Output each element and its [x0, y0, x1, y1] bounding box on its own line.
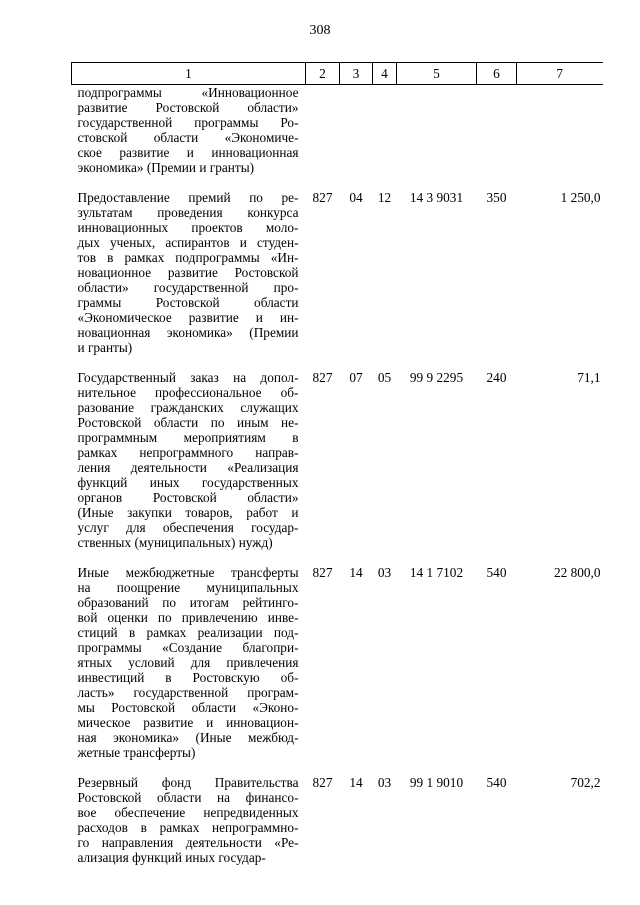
description-line: Резервный фонд Правительства: [77, 775, 299, 790]
description-line: Предоставление премий по ре-: [77, 190, 299, 205]
description-line: стовской области «Экономиче-: [77, 130, 299, 145]
description-line: ское развитие и инновационная: [77, 145, 299, 160]
amount-value: 71,1: [577, 370, 601, 385]
description-line: расходов в рамках непрограммно-: [77, 820, 299, 835]
row-description: [72, 775, 306, 865]
description-line: мическое развитие и инновацион-: [77, 715, 299, 730]
description-line: ления деятельности «Реализация: [77, 460, 299, 475]
table-row: [72, 190, 603, 370]
description-line: разование гражданских служащих: [77, 400, 299, 415]
description-line: Иные межбюджетные трансферты: [77, 565, 299, 580]
column-header: 2: [306, 63, 340, 85]
amount-value: 22 800,0: [553, 565, 601, 580]
description-line: ализация функций иных государ-: [77, 850, 266, 865]
description-line: Ростовской области на финансо-: [77, 790, 299, 805]
description-line: вое обеспечение непредвиденных: [77, 805, 299, 820]
row-description: [72, 370, 306, 565]
subsection-code: 12: [377, 190, 392, 205]
budget-table: [71, 62, 603, 865]
description-line: новационная экономика» (Премии: [77, 325, 299, 340]
row-description: [72, 190, 306, 370]
description-line: экономика» (Премии и гранты): [77, 160, 255, 175]
description-line: Ростовской области по иным не-: [77, 415, 299, 430]
subsection-code: [373, 85, 397, 191]
description-line: (Иные закупки товаров, работ и: [77, 505, 299, 520]
amount-value: [517, 85, 603, 191]
description-line: области» государственной про-: [77, 280, 299, 295]
description-line: и гранты): [77, 340, 133, 355]
table-header-row: [72, 63, 603, 85]
description-line: подпрограммы «Инновационное: [77, 85, 299, 100]
description-line: образований по итогам рейтинго-: [77, 595, 299, 610]
description-line: на поощрение муниципальных: [77, 580, 299, 595]
description-line: функций иных государственных: [77, 475, 299, 490]
expense-type-code: 540: [486, 565, 507, 580]
description-line: граммы Ростовской области: [77, 295, 299, 310]
section-code: [340, 85, 373, 191]
table-row: [72, 775, 603, 865]
description-line: зультатам проведения конкурса: [77, 205, 299, 220]
description-line: инновационных проектов моло-: [77, 220, 299, 235]
description-line: жетные трансферты): [77, 745, 196, 760]
description-line: тов в рамках подпрограммы «Ин-: [77, 250, 299, 265]
column-header: 7: [517, 63, 603, 85]
description-line: рамках непрограммного направ-: [77, 445, 299, 460]
description-line: развитие Ростовской области»: [77, 100, 299, 115]
target-article-code: 99 9 2295: [409, 370, 464, 385]
description-line: ятных условий для привлечения: [77, 655, 299, 670]
column-header: 1: [72, 63, 306, 85]
table-row: [72, 370, 603, 565]
description-line: го направления деятельности «Ре-: [77, 835, 299, 850]
expense-type-code: 350: [486, 190, 507, 205]
department-code: 827: [312, 775, 333, 790]
target-article-code: 14 1 7102: [409, 565, 464, 580]
description-line: новационное развитие Ростовской: [77, 265, 299, 280]
subsection-code: 05: [377, 370, 392, 385]
description-line: ственных (муниципальных) нужд): [77, 535, 273, 550]
amount-value: 702,2: [570, 775, 601, 790]
description-line: программным мероприятиям в: [77, 430, 299, 445]
description-line: дых ученых, аспирантов и студен-: [77, 235, 299, 250]
department-code: 827: [312, 565, 333, 580]
department-code: 827: [312, 190, 333, 205]
description-line: Государственный заказ на допол-: [77, 370, 299, 385]
section-code: 14: [349, 565, 363, 580]
column-header: 4: [373, 63, 397, 85]
description-line: ласть» государственной програм-: [77, 685, 299, 700]
page-number: 308: [309, 23, 331, 38]
section-code: 14: [349, 775, 363, 790]
description-line: вой оценки по привлечению инве-: [77, 610, 299, 625]
section-code: 07: [349, 370, 363, 385]
expense-type-code: [477, 85, 517, 191]
column-header: 5: [397, 63, 477, 85]
description-line: инвестиций в Ростовскую об-: [77, 670, 299, 685]
expense-type-code: 240: [486, 370, 507, 385]
department-code: 827: [312, 370, 333, 385]
department-code: [306, 85, 340, 191]
description-line: государственной программы Ро-: [77, 115, 299, 130]
table-row: [72, 565, 603, 775]
description-line: мы Ростовской области «Эконо-: [77, 700, 299, 715]
description-line: нительное профессиональное об-: [77, 385, 299, 400]
expense-type-code: 540: [486, 775, 507, 790]
column-header: 6: [477, 63, 517, 85]
description-line: органов Ростовской области»: [77, 490, 299, 505]
description-line: программы «Создание благопри-: [77, 640, 299, 655]
target-article-code: [397, 85, 477, 191]
table-row: [72, 85, 603, 191]
row-description: [72, 85, 306, 191]
target-article-code: 99 1 9010: [409, 775, 464, 790]
description-line: ная экономика» (Иные межбюд-: [77, 730, 299, 745]
column-header: 3: [340, 63, 373, 85]
description-line: «Экономическое развитие и ин-: [77, 310, 299, 325]
description-line: услуг для обеспечения государ-: [77, 520, 299, 535]
description-line: стиций в рамках реализации под-: [77, 625, 299, 640]
target-article-code: 14 3 9031: [409, 190, 464, 205]
subsection-code: 03: [377, 775, 392, 790]
section-code: 04: [349, 190, 363, 205]
amount-value: 1 250,0: [560, 190, 601, 205]
subsection-code: 03: [377, 565, 392, 580]
row-description: [72, 565, 306, 775]
